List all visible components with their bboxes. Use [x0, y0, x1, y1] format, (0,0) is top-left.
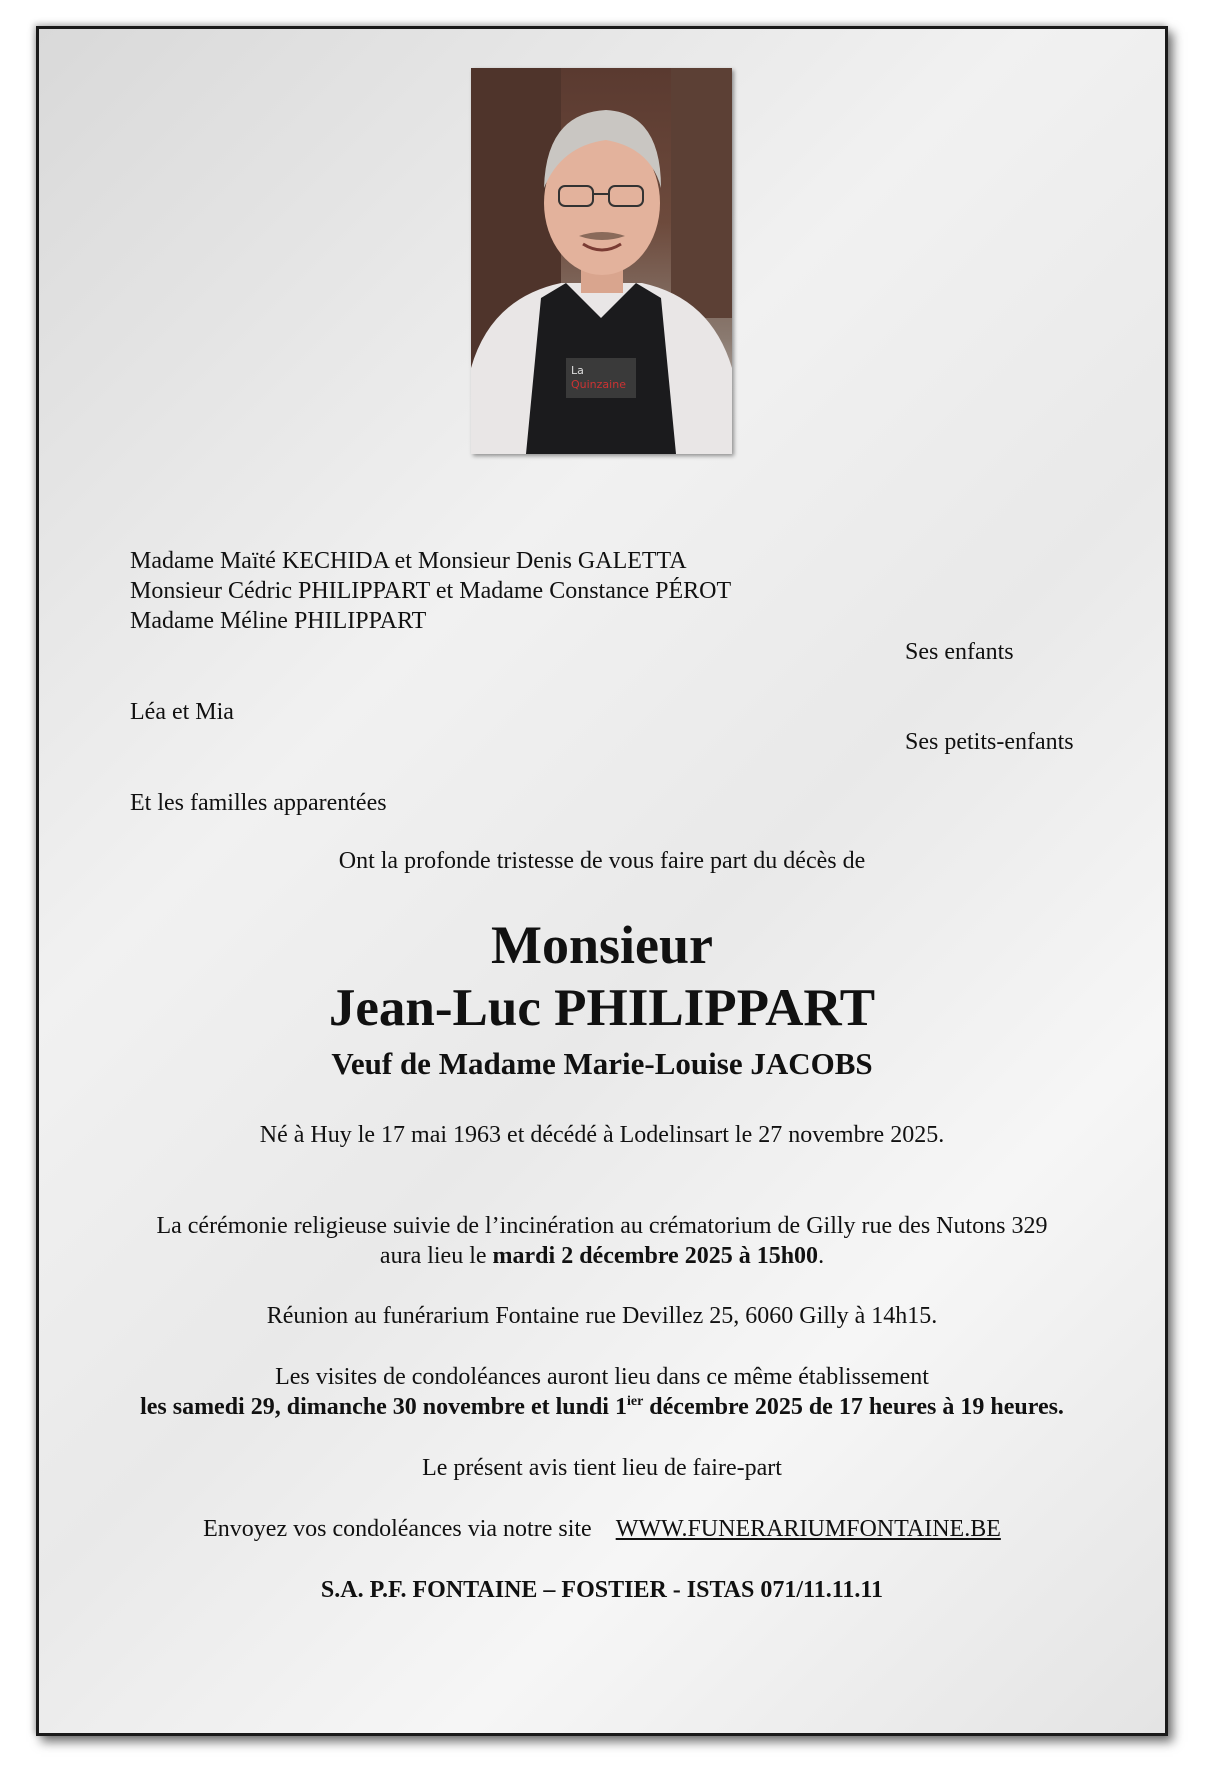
ceremony-line-1: La cérémonie religieuse suivie de l’incinération au crématorium de Gilly rue des Nutons 329 [156, 1213, 1048, 1239]
company-line: S.A. P.F. FONTAINE – FOSTIER - ISTAS 071/11.11.11 [320, 1577, 884, 1603]
ceremony-date: mardi 2 décembre 2025 à 15h00 [492, 1243, 819, 1269]
ceremony-suffix: . [818, 1243, 825, 1269]
portrait-illustration [471, 68, 732, 454]
deceased-title: Monsieur [491, 915, 713, 975]
visits-line-1: Les visites de condoléances auront lieu dans ce même établissement [275, 1364, 929, 1390]
children-label: Ses enfants [905, 639, 1014, 665]
children-line-2: Monsieur Cédric PHILIPPART et Madame Constance PÉROT [130, 578, 732, 604]
ceremony-prefix: aura lieu le [379, 1243, 493, 1269]
condolences-text: Envoyez vos condoléances via notre site [203, 1516, 592, 1542]
children-line-3: Madame Méline PHILIPPART [130, 608, 427, 634]
visits-hours: décembre 2025 de 17 heures à 19 heures. [643, 1394, 1064, 1420]
children-line-1: Madame Maïté KECHIDA et Monsieur Denis GALETTA [130, 548, 687, 574]
grandchildren: Léa et Mia [130, 699, 234, 725]
condolences-link[interactable]: WWW.FUNERARIUMFONTAINE.BE [615, 1516, 1001, 1542]
ceremony-line-2 [36, 1243, 1168, 1270]
notice-line: Le présent avis tient lieu de faire-part [422, 1455, 782, 1481]
svg-text:La: La [571, 364, 584, 377]
visits-dates: les samedi 29, dimanche 30 novembre et lundi 1 [140, 1394, 627, 1420]
condolences-line [36, 1516, 1168, 1543]
birth-death-line: Né à Huy le 17 mai 1963 et décédé à Lodelinsart le 27 novembre 2025. [259, 1122, 945, 1148]
grandchildren-label: Ses petits-enfants [905, 729, 1074, 755]
deceased-name: Jean-Luc PHILIPPART [328, 979, 876, 1037]
relatives-line: Et les familles apparentées [130, 790, 387, 816]
widow-of-line: Veuf de Madame Marie-Louise JACOBS [331, 1046, 873, 1081]
meeting-line: Réunion au funérarium Fontaine rue Devillez 25, 6060 Gilly à 14h15. [266, 1303, 938, 1329]
visits-line-2 [36, 1394, 1168, 1421]
portrait-photo [471, 68, 732, 454]
svg-text:Quinzaine: Quinzaine [571, 378, 626, 391]
visits-superscript: ier [626, 1394, 644, 1409]
announcement-line: Ont la profonde tristesse de vous faire part du décès de [338, 848, 866, 874]
